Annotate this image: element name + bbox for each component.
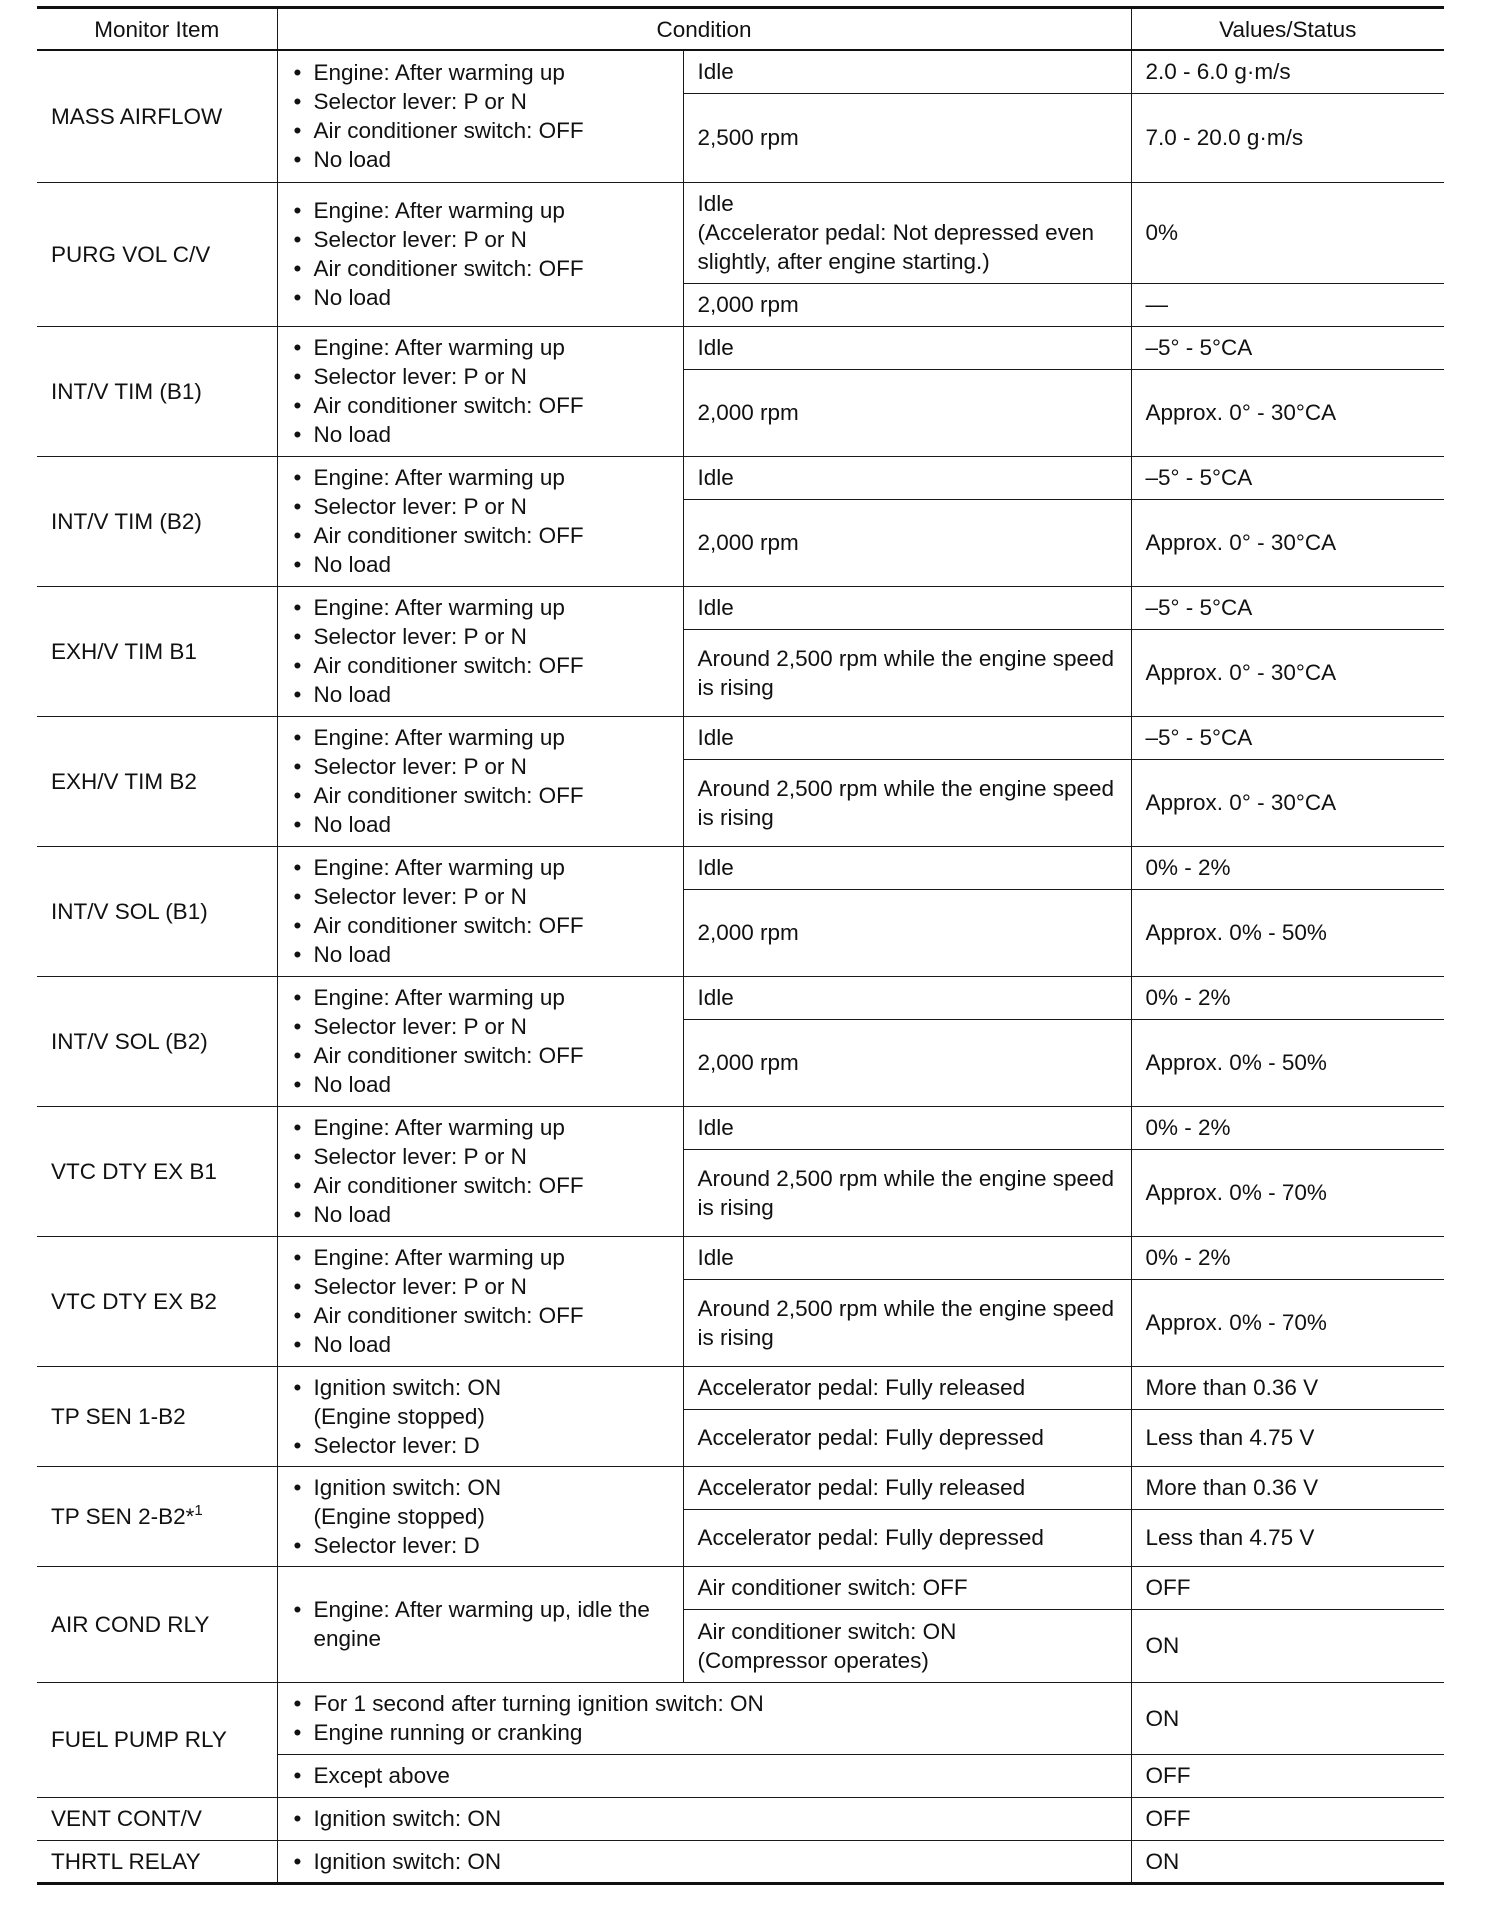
value-cell: OFF [1131, 1566, 1444, 1609]
condition-bullet: • Engine: After warming up [292, 333, 669, 362]
monitor-item-table [37, 6, 1444, 1885]
condition-bullet: • Selector lever: P or N [292, 225, 669, 254]
value-cell: Less than 4.75 V [1131, 1409, 1444, 1466]
footnote-marker: 1 [194, 1501, 203, 1519]
condition-bullet: • Except above [292, 1761, 1117, 1790]
condition-bullet: • Selector lever: P or N [292, 87, 669, 116]
condition-bullet: • No load [292, 1200, 669, 1229]
header-condition: Condition [277, 8, 1131, 51]
condition-bullet: • Selector lever: P or N [292, 622, 669, 651]
condition-text: • Ignition switch: ON [313, 1474, 502, 1500]
value-cell: 0% - 2% [1131, 846, 1444, 889]
value-cell: More than 0.36 V [1131, 1466, 1444, 1509]
value-cell: 2.0 - 6.0 g·m/s [1131, 50, 1444, 93]
sub-condition-line: Air conditioner switch: ON [697, 1618, 957, 1644]
condition-bullet: • Engine: After warming up [292, 853, 669, 882]
sub-condition: Around 2,500 rpm while the engine speed is rising [683, 1149, 1131, 1236]
condition-bullet: • No load [292, 145, 669, 174]
sub-condition-note: (Compressor operates) [697, 1647, 929, 1673]
condition-list [277, 456, 683, 586]
condition-bullet: • Air conditioner switch: OFF [292, 391, 669, 420]
value-cell: Approx. 0° - 30°CA [1131, 759, 1444, 846]
table-row [37, 1682, 1444, 1754]
table-row [37, 182, 1444, 283]
value-cell: Approx. 0° - 30°CA [1131, 499, 1444, 586]
condition-bullet: • No load [292, 1070, 669, 1099]
monitor-item-name: INT/V SOL (B2) [37, 976, 277, 1106]
condition-list [277, 326, 683, 456]
monitor-item-name: FUEL PUMP RLY [37, 1682, 277, 1797]
condition-bullet: • No load [292, 550, 669, 579]
condition-bullet [292, 1373, 669, 1431]
value-cell: Approx. 0° - 30°CA [1131, 629, 1444, 716]
monitor-item-name: EXH/V TIM B1 [37, 586, 277, 716]
condition-bullet: • Engine: After warming up [292, 593, 669, 622]
condition-bullet: • Ignition switch: ON [292, 1804, 1117, 1833]
value-cell: ON [1131, 1682, 1444, 1754]
condition-bullet: • Engine: After warming up [292, 196, 669, 225]
sub-condition-line: Idle [697, 191, 734, 216]
sub-condition: 2,000 rpm [683, 1019, 1131, 1106]
condition-bullet: • Air conditioner switch: OFF [292, 781, 669, 810]
condition-list [277, 1366, 683, 1466]
value-cell: 7.0 - 20.0 g·m/s [1131, 93, 1444, 182]
condition-bullet: • Engine: After warming up [292, 58, 669, 87]
table-row [37, 1840, 1444, 1883]
value-cell: –5° - 5°CA [1131, 716, 1444, 759]
table-row [37, 716, 1444, 759]
sub-condition: Around 2,500 rpm while the engine speed is rising [683, 1279, 1131, 1366]
condition-bullet: • Engine: After warming up [292, 1113, 669, 1142]
value-cell: Approx. 0% - 70% [1131, 1279, 1444, 1366]
condition-bullet: • Air conditioner switch: OFF [292, 1171, 669, 1200]
condition-bullet [292, 1473, 669, 1531]
condition-list [277, 1682, 1131, 1754]
value-cell: OFF [1131, 1797, 1444, 1840]
condition-bullet: • Engine: After warming up [292, 463, 669, 492]
condition-list [277, 1106, 683, 1236]
monitor-item-name: MASS AIRFLOW [37, 50, 277, 182]
condition-list [277, 1754, 1131, 1797]
sub-condition: Idle [683, 846, 1131, 889]
condition-bullet: • Selector lever: P or N [292, 752, 669, 781]
condition-bullet: • Selector lever: P or N [292, 1142, 669, 1171]
condition-bullet: • Engine: After warming up [292, 983, 669, 1012]
value-cell: More than 0.36 V [1131, 1366, 1444, 1409]
table-row [37, 1366, 1444, 1409]
sub-condition: Idle [683, 1236, 1131, 1279]
value-cell: –5° - 5°CA [1131, 456, 1444, 499]
condition-bullet: • Engine: After warming up, idle the engine [292, 1595, 669, 1653]
monitor-item-name: VENT CONT/V [37, 1797, 277, 1840]
condition-list [277, 1236, 683, 1366]
header-monitor-item: Monitor Item [37, 8, 277, 51]
sub-condition: Accelerator pedal: Fully released [683, 1466, 1131, 1509]
sub-condition: Idle [683, 716, 1131, 759]
sub-condition [683, 182, 1131, 283]
monitor-item-name: THRTL RELAY [37, 1840, 277, 1883]
condition-text: • Ignition switch: ON [313, 1374, 502, 1400]
condition-bullet: • Selector lever: D [292, 1531, 669, 1560]
condition-note: (Engine stopped) [313, 1503, 485, 1529]
condition-list [277, 846, 683, 976]
monitor-item-name: EXH/V TIM B2 [37, 716, 277, 846]
value-cell: Less than 4.75 V [1131, 1509, 1444, 1566]
sub-condition: Idle [683, 586, 1131, 629]
condition-bullet: • No load [292, 680, 669, 709]
monitor-item-name [37, 1466, 277, 1566]
condition-bullet: • Selector lever: P or N [292, 362, 669, 391]
condition-bullet: • No load [292, 420, 669, 449]
sub-condition: Around 2,500 rpm while the engine speed is rising [683, 759, 1131, 846]
value-cell: 0% - 2% [1131, 1236, 1444, 1279]
condition-list [277, 182, 683, 326]
condition-bullet: • No load [292, 283, 669, 312]
value-cell: OFF [1131, 1754, 1444, 1797]
table-row [37, 1566, 1444, 1609]
header-values-status: Values/Status [1131, 8, 1444, 51]
monitor-item-name: PURG VOL C/V [37, 182, 277, 326]
condition-list [277, 716, 683, 846]
monitor-item-name: INT/V TIM (B1) [37, 326, 277, 456]
sub-condition: Around 2,500 rpm while the engine speed is rising [683, 629, 1131, 716]
condition-bullet: • Air conditioner switch: OFF [292, 254, 669, 283]
monitor-item-name: AIR COND RLY [37, 1566, 277, 1682]
condition-list [277, 1797, 1131, 1840]
sub-condition-note: (Accelerator pedal: Not depressed even slightly, after engine starting.) [697, 220, 1094, 274]
monitor-item-name: TP SEN 1-B2 [37, 1366, 277, 1466]
sub-condition: 2,000 rpm [683, 283, 1131, 326]
sub-condition: 2,500 rpm [683, 93, 1131, 182]
condition-list [277, 586, 683, 716]
condition-bullet: • Air conditioner switch: OFF [292, 1301, 669, 1330]
condition-bullet: • Selector lever: P or N [292, 492, 669, 521]
sub-condition: Accelerator pedal: Fully depressed [683, 1409, 1131, 1466]
value-cell: ON [1131, 1609, 1444, 1682]
value-cell: Approx. 0% - 70% [1131, 1149, 1444, 1236]
sub-condition: Accelerator pedal: Fully released [683, 1366, 1131, 1409]
table-header-row [37, 8, 1444, 51]
value-cell: Approx. 0% - 50% [1131, 1019, 1444, 1106]
condition-bullet: • No load [292, 1330, 669, 1359]
condition-bullet: • Air conditioner switch: OFF [292, 521, 669, 550]
condition-bullet: • Ignition switch: ON [292, 1847, 1117, 1876]
sub-condition: 2,000 rpm [683, 499, 1131, 586]
table-row [37, 1236, 1444, 1279]
condition-bullet: • Engine running or cranking [292, 1718, 1117, 1747]
table-row [37, 846, 1444, 889]
value-cell: 0% [1131, 182, 1444, 283]
condition-list [277, 1566, 683, 1682]
sub-condition: Air conditioner switch: OFF [683, 1566, 1131, 1609]
table-row [37, 326, 1444, 369]
monitor-item-label: TP SEN 2-B2* [51, 1503, 195, 1529]
value-cell: 0% - 2% [1131, 976, 1444, 1019]
condition-bullet: • Air conditioner switch: OFF [292, 651, 669, 680]
sub-condition: Idle [683, 50, 1131, 93]
sub-condition: Idle [683, 1106, 1131, 1149]
condition-bullet: • Air conditioner switch: OFF [292, 116, 669, 145]
sub-condition [683, 1609, 1131, 1682]
value-cell: Approx. 0% - 50% [1131, 889, 1444, 976]
condition-list [277, 976, 683, 1106]
value-cell: 0% - 2% [1131, 1106, 1444, 1149]
table-row [37, 456, 1444, 499]
sub-condition: 2,000 rpm [683, 889, 1131, 976]
monitor-item-name: INT/V TIM (B2) [37, 456, 277, 586]
table-row [37, 1797, 1444, 1840]
monitor-item-name: VTC DTY EX B2 [37, 1236, 277, 1366]
condition-bullet: • No load [292, 940, 669, 969]
table-row [37, 1106, 1444, 1149]
condition-bullet: • Selector lever: P or N [292, 882, 669, 911]
table-row [37, 976, 1444, 1019]
value-cell: –5° - 5°CA [1131, 326, 1444, 369]
condition-note: (Engine stopped) [313, 1403, 485, 1429]
table-row [37, 586, 1444, 629]
sub-condition: Idle [683, 976, 1131, 1019]
sub-condition: Idle [683, 326, 1131, 369]
table-row [37, 50, 1444, 93]
condition-bullet: • Selector lever: P or N [292, 1272, 669, 1301]
condition-bullet: • Air conditioner switch: OFF [292, 911, 669, 940]
condition-list [277, 50, 683, 182]
value-cell: — [1131, 283, 1444, 326]
condition-bullet: • Air conditioner switch: OFF [292, 1041, 669, 1070]
monitor-item-name: INT/V SOL (B1) [37, 846, 277, 976]
condition-list [277, 1466, 683, 1566]
table-row [37, 1466, 1444, 1509]
condition-bullet: • Engine: After warming up [292, 723, 669, 752]
sub-condition: 2,000 rpm [683, 369, 1131, 456]
sub-condition: Accelerator pedal: Fully depressed [683, 1509, 1131, 1566]
condition-bullet: • Selector lever: D [292, 1431, 669, 1460]
value-cell: ON [1131, 1840, 1444, 1883]
condition-bullet: • For 1 second after turning ignition switch: ON [292, 1689, 1117, 1718]
condition-bullet: • Selector lever: P or N [292, 1012, 669, 1041]
condition-bullet: • No load [292, 810, 669, 839]
value-cell: Approx. 0° - 30°CA [1131, 369, 1444, 456]
sub-condition: Idle [683, 456, 1131, 499]
value-cell: –5° - 5°CA [1131, 586, 1444, 629]
condition-bullet: • Engine: After warming up [292, 1243, 669, 1272]
monitor-item-name: VTC DTY EX B1 [37, 1106, 277, 1236]
condition-list [277, 1840, 1131, 1883]
